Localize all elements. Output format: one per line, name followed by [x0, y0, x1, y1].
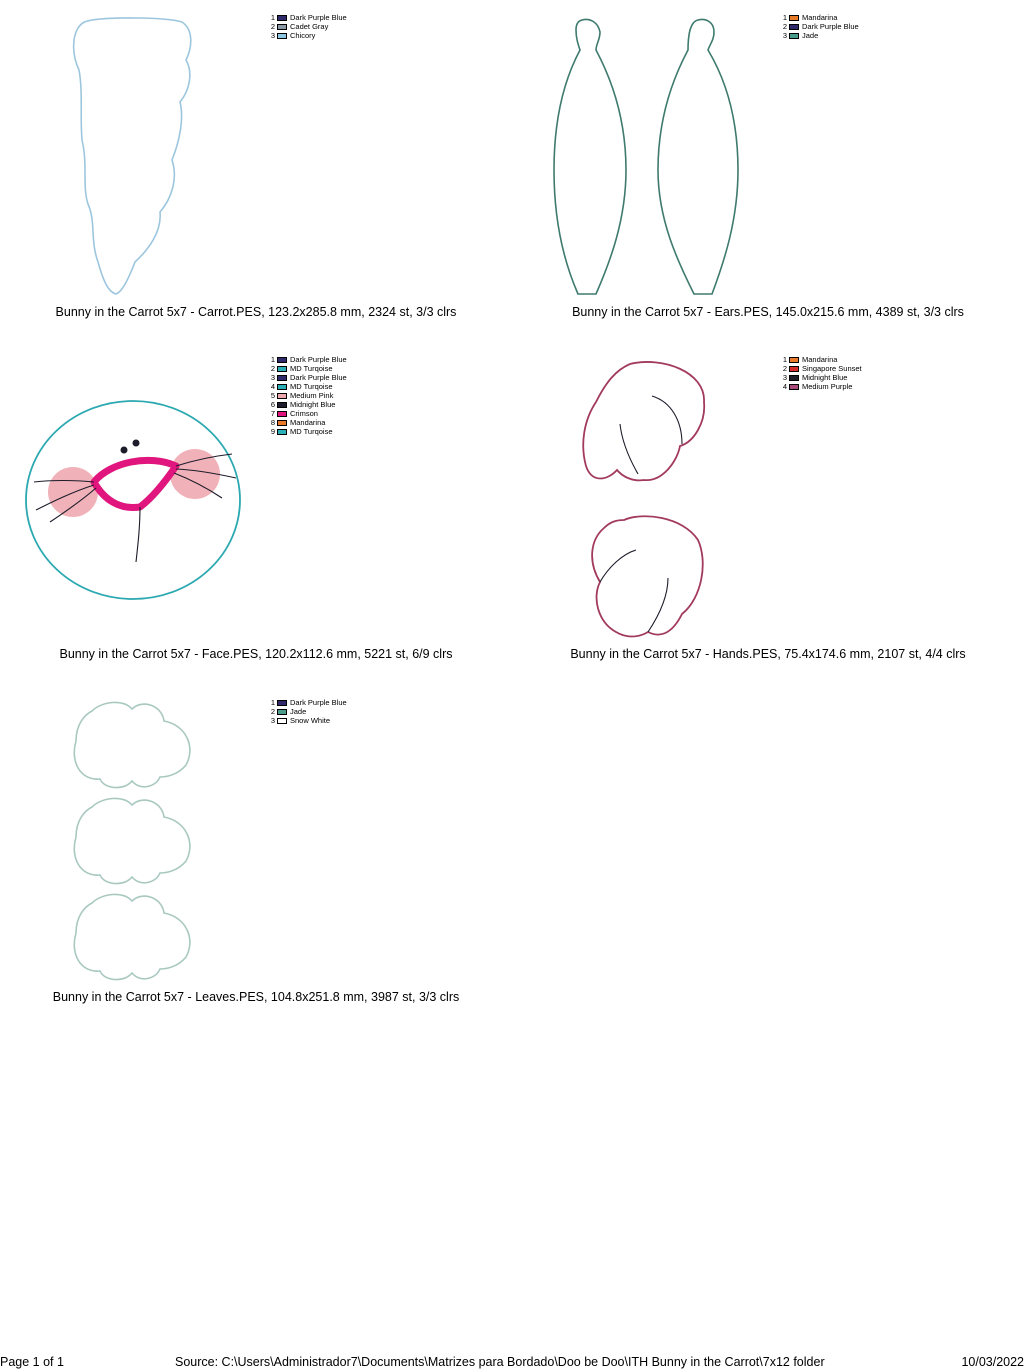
- legend-row: [268, 13, 347, 22]
- thread-color-name: Midnight Blue: [802, 373, 848, 382]
- thread-color-name: Dark Purple Blue: [290, 373, 347, 382]
- hands-outline-image: [512, 342, 1024, 682]
- color-swatch: [277, 15, 287, 21]
- legend-number: 3: [270, 716, 275, 725]
- carrot-outline: [74, 18, 191, 294]
- legend-row: [780, 382, 862, 391]
- color-swatch: [277, 709, 287, 715]
- mouth-outline: [94, 460, 176, 507]
- thread-color-name: Dark Purple Blue: [802, 22, 859, 31]
- legend-row: [268, 355, 347, 364]
- legend-row: [780, 13, 859, 22]
- color-swatch: [277, 718, 287, 724]
- legend-row: [780, 22, 859, 31]
- color-swatch: [277, 366, 287, 372]
- thread-color-name: Cadet Gray: [290, 22, 329, 31]
- ear-right-outline: [658, 20, 738, 295]
- thread-color-name: Dark Purple Blue: [290, 355, 347, 364]
- leaf-3: [74, 894, 190, 979]
- legend-number: 5: [270, 391, 275, 400]
- legend-number: 3: [270, 373, 275, 382]
- design-ears: [512, 0, 1024, 340]
- legend-row: [268, 698, 347, 707]
- thread-color-name: Dark Purple Blue: [290, 13, 347, 22]
- legend-number: 4: [782, 382, 787, 391]
- legend-carrot: [268, 13, 347, 40]
- legend-row: [780, 373, 862, 382]
- legend-number: 6: [270, 400, 275, 409]
- legend-number: 3: [782, 31, 787, 40]
- legend-row: [268, 391, 347, 400]
- legend-number: 2: [270, 707, 275, 716]
- legend-row: [268, 31, 347, 40]
- legend-number: 8: [270, 418, 275, 427]
- legend-row: [268, 364, 347, 373]
- color-swatch: [277, 357, 287, 363]
- thread-color-name: Mandarina: [802, 355, 838, 364]
- legend-number: 1: [782, 355, 787, 364]
- thread-color-name: Jade: [290, 707, 307, 716]
- ears-outline-image: [512, 0, 1024, 340]
- thread-color-name: Singapore Sunset: [802, 364, 862, 373]
- legend-ears: [780, 13, 859, 40]
- eye-left: [121, 447, 128, 454]
- thread-color-name: Snow White: [290, 716, 331, 725]
- hand-bottom-outline: [592, 516, 703, 636]
- thread-color-name: Midnight Blue: [290, 400, 336, 409]
- color-swatch: [789, 15, 799, 21]
- thread-color-name: MD Turqoise: [290, 382, 333, 391]
- thread-color-name: Mandarina: [290, 418, 326, 427]
- color-swatch: [277, 429, 287, 435]
- legend-number: 1: [270, 355, 275, 364]
- design-face: [0, 342, 512, 682]
- legend-row: [780, 364, 862, 373]
- leaves-outlines: [74, 702, 190, 979]
- color-swatch: [789, 375, 799, 381]
- legend-number: 2: [782, 22, 787, 31]
- thread-color-name: Medium Pink: [290, 391, 334, 400]
- thread-color-name: MD Turqoise: [290, 427, 333, 436]
- color-swatch: [277, 700, 287, 706]
- legend-row: [268, 427, 347, 436]
- thread-color-name: Crimson: [290, 409, 318, 418]
- thread-color-name: Jade: [802, 31, 819, 40]
- legend-number: 3: [270, 31, 275, 40]
- color-swatch: [277, 420, 287, 426]
- legend-face: [268, 355, 347, 436]
- leaf-1: [74, 702, 190, 787]
- legend-row: [268, 707, 347, 716]
- color-swatch: [789, 366, 799, 372]
- hand-top-finger-line: [652, 396, 682, 444]
- caption-face: Bunny in the Carrot 5x7 - Face.PES, 120.2x112.6 mm, 5221 st, 6/9 clrs: [59, 647, 453, 661]
- design-leaves: [0, 685, 512, 1025]
- color-swatch: [277, 411, 287, 417]
- thread-color-name: Medium Purple: [802, 382, 853, 391]
- hand-bottom-finger-line: [600, 550, 636, 582]
- thread-color-name: Mandarina: [802, 13, 838, 22]
- legend-row: [268, 716, 347, 725]
- color-swatch: [789, 357, 799, 363]
- color-swatch: [789, 384, 799, 390]
- hand-bottom-finger-line-2: [648, 578, 668, 632]
- color-swatch: [789, 33, 799, 39]
- legend-row: [268, 418, 347, 427]
- leaves-outline-image: [0, 685, 512, 1025]
- color-swatch: [277, 375, 287, 381]
- caption-ears: Bunny in the Carrot 5x7 - Ears.PES, 145.0x215.6 mm, 4389 st, 3/3 clrs: [572, 305, 964, 319]
- legend-number: 4: [270, 382, 275, 391]
- legend-row: [780, 31, 859, 40]
- legend-row: [268, 373, 347, 382]
- caption-leaves: Bunny in the Carrot 5x7 - Leaves.PES, 104.8x251.8 mm, 3987 st, 3/3 clrs: [52, 990, 460, 1004]
- color-swatch: [277, 402, 287, 408]
- legend-number: 2: [270, 22, 275, 31]
- legend-number: 1: [270, 698, 275, 707]
- legend-leaves: [268, 698, 347, 725]
- legend-number: 1: [782, 13, 787, 22]
- caption-hands: Bunny in the Carrot 5x7 - Hands.PES, 75.4x174.6 mm, 2107 st, 4/4 clrs: [570, 647, 966, 661]
- legend-row: [268, 400, 347, 409]
- leaf-2: [74, 798, 190, 883]
- footer-source-path: Source: C:\Users\Administrador7\Documents\Matrizes para Bordado\Doo be Doo\ITH Bunny in the Carrot\7x12 folder: [175, 1355, 825, 1369]
- legend-number: 2: [270, 364, 275, 373]
- design-carrot: [0, 0, 512, 340]
- color-swatch: [277, 33, 287, 39]
- legend-row: [268, 22, 347, 31]
- hand-top-outline: [583, 362, 704, 480]
- legend-number: 9: [270, 427, 275, 436]
- color-swatch: [277, 393, 287, 399]
- thread-color-name: Chicory: [290, 31, 316, 40]
- eye-right: [133, 440, 140, 447]
- face-outline-image: [0, 342, 512, 682]
- legend-hands: [780, 355, 862, 391]
- thread-color-name: MD Turqoise: [290, 364, 333, 373]
- legend-row: [268, 382, 347, 391]
- hand-top-finger-line-2: [620, 424, 638, 474]
- color-swatch: [277, 24, 287, 30]
- footer-page-number: Page 1 of 1: [0, 1355, 64, 1369]
- thread-color-name: Dark Purple Blue: [290, 698, 347, 707]
- legend-row: [268, 409, 347, 418]
- color-swatch: [277, 384, 287, 390]
- footer-date: 10/03/2022: [961, 1355, 1024, 1369]
- legend-number: 7: [270, 409, 275, 418]
- design-hands: [512, 342, 1024, 682]
- caption-carrot: Bunny in the Carrot 5x7 - Carrot.PES, 123.2x285.8 mm, 2324 st, 3/3 clrs: [55, 305, 457, 319]
- legend-number: 3: [782, 373, 787, 382]
- ear-left-outline: [554, 20, 626, 295]
- legend-number: 1: [270, 13, 275, 22]
- legend-number: 2: [782, 364, 787, 373]
- carrot-outline-image: [0, 0, 512, 340]
- legend-row: [780, 355, 862, 364]
- color-swatch: [789, 24, 799, 30]
